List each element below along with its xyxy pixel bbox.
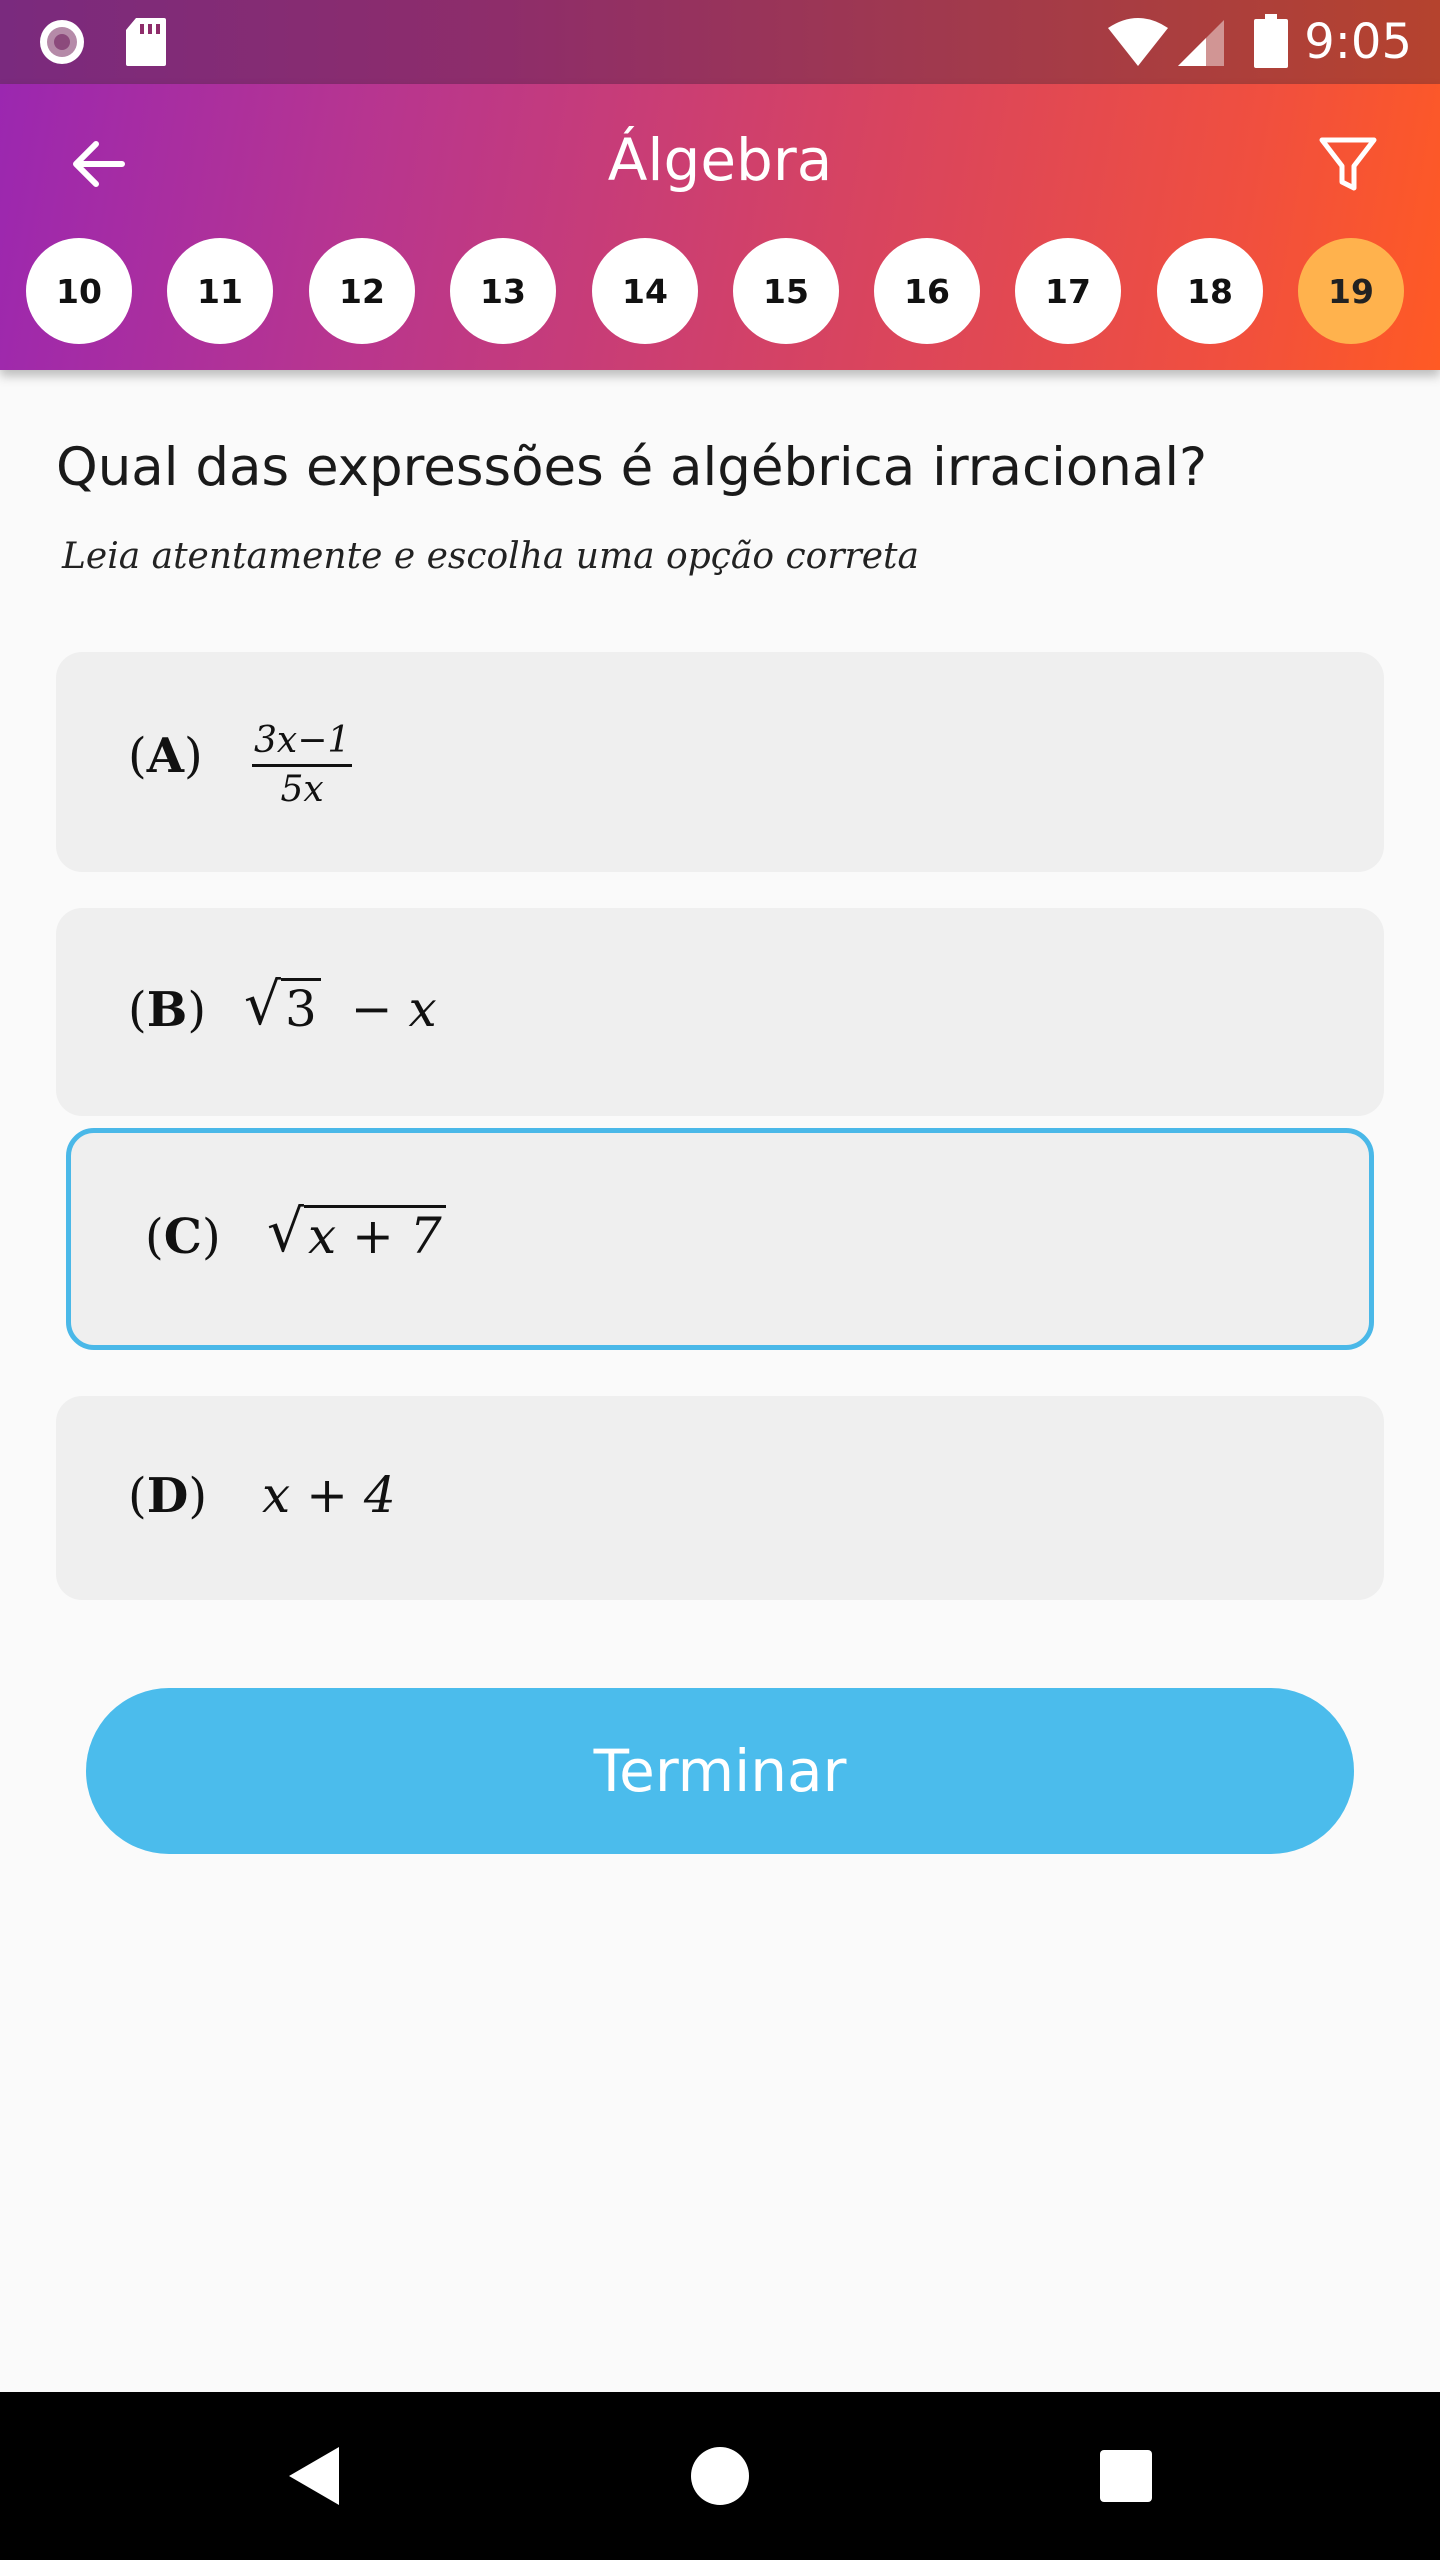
wifi-icon <box>1106 18 1170 68</box>
question-number-strip <box>0 238 1440 344</box>
option-d[interactable] <box>56 1396 1384 1600</box>
question-number-11[interactable]: 11 <box>167 238 273 344</box>
question-number-12[interactable]: 12 <box>309 238 415 344</box>
radical-sign: √ <box>267 1197 304 1265</box>
question-text: Qual das expressões é algébrica irracional? <box>56 437 1208 498</box>
option-d-expression: x + 4 <box>262 1466 396 1524</box>
option-c-selected[interactable] <box>66 1128 1374 1350</box>
option-b-rest: − x <box>350 980 437 1038</box>
radicand: x + 7 <box>304 1205 446 1264</box>
radical-sign: √ <box>244 970 281 1038</box>
nav-home-button[interactable] <box>670 2426 770 2526</box>
recents-square-icon <box>1091 2441 1161 2511</box>
option-a[interactable] <box>56 652 1384 872</box>
finish-button[interactable]: Terminar <box>86 1688 1354 1854</box>
cell-signal-icon <box>1176 18 1226 68</box>
option-c-letter: (C) <box>145 1209 221 1265</box>
filter-icon <box>1316 132 1380 196</box>
system-nav-bar <box>0 2392 1440 2560</box>
page-title: Álgebra <box>607 126 833 194</box>
clock: 9:05 <box>1304 14 1412 70</box>
question-number-19-current[interactable]: 19 <box>1298 238 1404 344</box>
option-b[interactable] <box>56 908 1384 1116</box>
question-number-17[interactable]: 17 <box>1015 238 1121 344</box>
radicand: 3 <box>281 978 321 1037</box>
option-c-expression <box>267 1199 446 1264</box>
question-number-18[interactable]: 18 <box>1157 238 1263 344</box>
option-a-letter: (A) <box>128 728 203 784</box>
back-triangle-icon <box>281 2441 351 2511</box>
battery-icon <box>1254 14 1288 68</box>
fraction-denominator: 5x <box>280 769 324 810</box>
question-number-16[interactable]: 16 <box>874 238 980 344</box>
question-number-14[interactable]: 14 <box>592 238 698 344</box>
status-bar <box>0 0 1440 84</box>
nav-recents-button[interactable] <box>1076 2426 1176 2526</box>
home-circle-icon <box>685 2441 755 2511</box>
option-b-letter: (B) <box>128 982 207 1038</box>
option-a-expression <box>252 720 352 811</box>
filter-button[interactable] <box>1298 114 1398 214</box>
option-b-expression <box>244 972 437 1038</box>
square-root <box>267 1199 446 1264</box>
question-number-10[interactable]: 10 <box>26 238 132 344</box>
nav-back-button[interactable] <box>266 2426 366 2526</box>
question-instruction: Leia atentamente e escolha uma opção correta <box>62 536 919 577</box>
option-d-letter: (D) <box>128 1468 208 1524</box>
fraction-numerator: 3x−1 <box>252 720 352 767</box>
app-bar <box>0 84 1440 370</box>
fraction <box>252 720 352 811</box>
square-root <box>244 972 321 1037</box>
notification-circle-icon <box>36 16 88 68</box>
question-number-15[interactable]: 15 <box>733 238 839 344</box>
question-number-13[interactable]: 13 <box>450 238 556 344</box>
sd-card-icon <box>124 16 168 68</box>
